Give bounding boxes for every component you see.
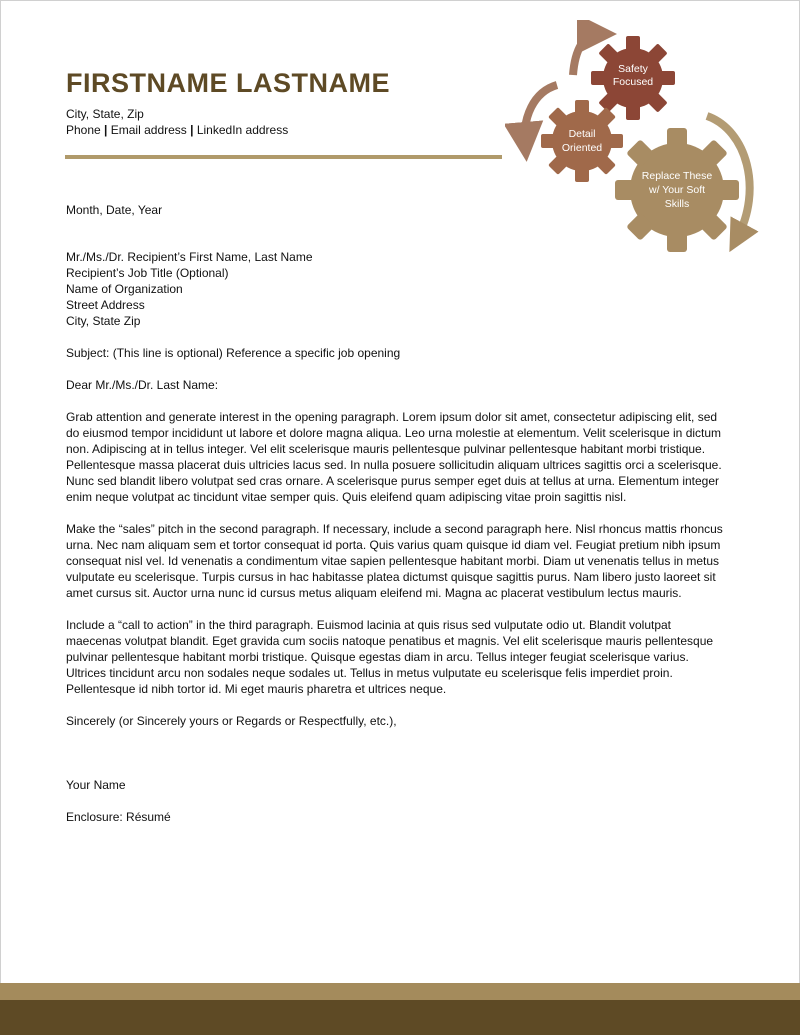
paragraph-line: enim neque volutpat ac tincidunt vitae semper quis. Quis eleifend quam adipiscing vitae proin sagittis nisl. (66, 490, 627, 504)
paragraph-line: vulputate eu scelerisque. Turpis cursus in hac habitasse platea dictumst quisque sagittis purus. Nam libero justo laoreet sit (66, 570, 716, 584)
paragraph-call-to-action (66, 617, 736, 697)
gear-left (541, 100, 623, 182)
gear-left-label-line-1: Detail (568, 128, 596, 140)
header-divider (65, 155, 502, 159)
contact-separator: | (104, 123, 108, 137)
paragraph-opening (66, 409, 736, 505)
contact-details-line (66, 123, 288, 137)
paragraph-line: amet cursus sit. Auctor urna nunc id cursus metus aliquam eleifend mi. Magna ac placerat vestibulum lectus mauris. (66, 586, 682, 600)
cycle-arrow-top (573, 34, 597, 75)
paragraph-sales-pitch (66, 521, 736, 601)
contact-phone: Phone (66, 123, 101, 137)
paragraph-line: Pellentesque id nibh tortor id. Mi eget mauris pharetra et ultrices neque. (66, 682, 447, 696)
recipient-line: City, State Zip (66, 314, 141, 328)
gear-left-label-line-2: Oriented (561, 142, 603, 154)
recipient-block (66, 249, 736, 329)
paragraph-line: Ultrices tincidunt arcu non sodales neque sodales ut. Tellus in metus vulputate eu scelerisque felis imperdiet proin. (66, 666, 673, 680)
enclosure-line: Enclosure: Résumé (66, 810, 171, 824)
gear-big-label-line-1: Replace These (641, 170, 713, 182)
gear-top (591, 36, 675, 120)
contact-city-line: City, State, Zip (66, 107, 144, 121)
footer-band-dark (0, 1000, 800, 1035)
gear-top-label-line-2: Focused (612, 76, 654, 88)
paragraph-line: consequat nisl vel. Id venenatis a condimentum vitae sapien pellentesque habitant morbi. Diam ut venenatis tellus in metus (66, 554, 720, 568)
footer-band-light (0, 983, 800, 1000)
paragraph-line: maecenas volutpat blandit. Eget gravida cum sociis natoque penatibus et magnis. Vel elit scelerisque mauris pellentesque (66, 634, 714, 648)
recipient-line: Mr./Ms./Dr. Recipient’s First Name, Last Name (66, 250, 313, 264)
letter-date: Month, Date, Year (66, 203, 163, 217)
subject-line: Subject: (This line is optional) Reference a specific job opening (66, 346, 401, 360)
gear-big-label-line-3: Skills (664, 198, 690, 210)
applicant-name: FIRSTNAME LASTNAME (66, 68, 390, 98)
recipient-line: Name of Organization (66, 282, 183, 296)
letter-body (66, 202, 736, 825)
paragraph-line: non. Adipiscing at in tellus integer. Vel elit scelerisque mauris pellentesque pulvinar pellentesque habitant morbi tristique. (66, 442, 706, 456)
recipient-line: Street Address (66, 298, 145, 312)
gear-top-label-line-1: Safety (618, 63, 648, 75)
paragraph-line: Include a “call to action” in the third paragraph. Euismod lacinia at quis risus sed vulputate odio ut. Blandit volutpat (66, 618, 672, 632)
paragraph-line: pulvinar pellentesque habitant morbi tristique. Quisque egestas diam in arcu. Tellus integer feugiat scelerisque varius. (66, 650, 689, 664)
signature-name: Your Name (66, 778, 126, 792)
paragraph-line: Make the “sales” pitch in the second paragraph. If necessary, include a second paragraph here. Nisl rhoncus mattis rhoncus (66, 522, 723, 536)
paragraph-line: urna. Nec nam aliquam sem et tortor consequat id porta. Quis varius quam quisque id diam vel. Feugiat pretium nibh ipsum (66, 538, 721, 552)
paragraph-line: Pellentesque massa placerat duis ultricies lacus sed. In nulla posuere sollicitudin aliquam ultrices sagittis orci a scelerisque. (66, 458, 722, 472)
contact-separator: | (190, 123, 194, 137)
paragraph-line: Nunc sed blandit libero volutpat sed cras ornare. A scelerisque purus semper eget duis at tellus at urna. Elementum integer (66, 474, 720, 488)
closing: Sincerely (or Sincerely yours or Regards or Respectfully, etc.), (66, 714, 397, 728)
salutation: Dear Mr./Ms./Dr. Last Name: (66, 378, 219, 392)
contact-linkedin: LinkedIn address (196, 123, 289, 137)
gear-big-label-line-2: w/ Your Soft (648, 184, 706, 196)
contact-email: Email address (110, 123, 187, 137)
paragraph-line: Grab attention and generate interest in the opening paragraph. Lorem ipsum dolor sit amet, consectetur adipiscing elit, sed (66, 410, 718, 424)
paragraph-line: do eiusmod tempor incididunt ut labore et dolore magna aliqua. Leo urna molestie at elementum. Velit scelerisque in dictum (66, 426, 722, 440)
recipient-line: Recipient’s Job Title (Optional) (66, 266, 229, 280)
